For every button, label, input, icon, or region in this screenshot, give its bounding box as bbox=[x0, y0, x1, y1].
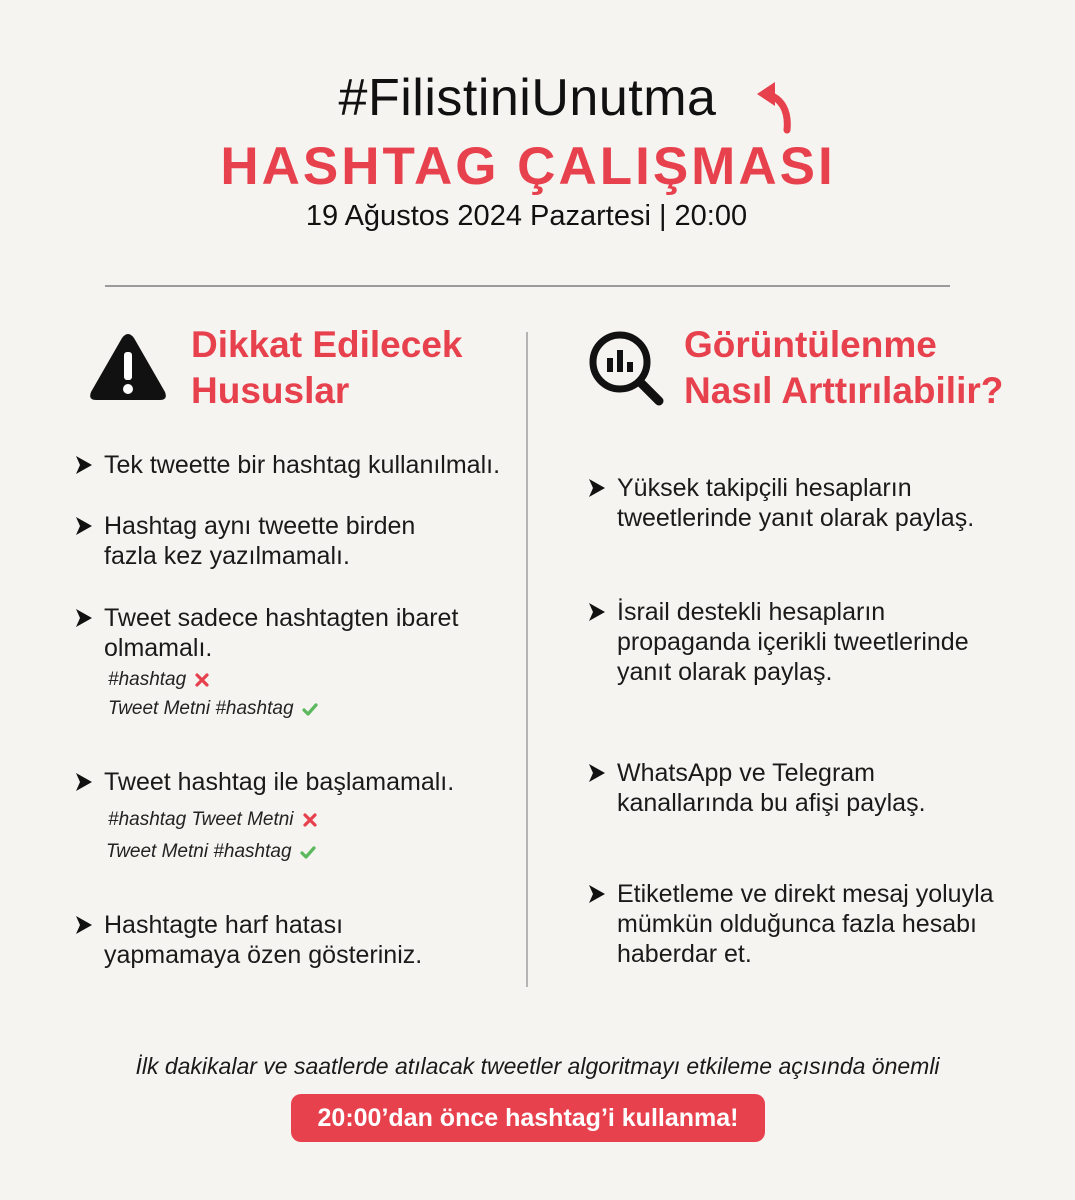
example-text: Tweet Metni #hashtag bbox=[108, 698, 294, 719]
left-list-item bbox=[76, 603, 458, 663]
bullet-arrow-icon bbox=[589, 764, 605, 782]
event-date: 19 Ağustos 2024 Pazartesi | 20:00 bbox=[305, 200, 748, 232]
left-list-item bbox=[76, 910, 422, 970]
item-text bbox=[104, 511, 415, 571]
item-line: tweetlerinde yanıt olarak paylaş. bbox=[617, 504, 975, 532]
item-line: Hashtag aynı tweette birden bbox=[104, 512, 416, 540]
left-list-item bbox=[76, 767, 454, 797]
cross-icon bbox=[302, 812, 318, 828]
left-list-item bbox=[76, 511, 415, 571]
item-line: olmamalı. bbox=[104, 634, 213, 662]
item-text bbox=[104, 910, 422, 970]
check-icon bbox=[302, 701, 318, 717]
item-line: Etiketleme ve direkt mesaj yoluyla bbox=[617, 880, 994, 908]
example-text: Tweet Metni #hashtag bbox=[106, 841, 292, 862]
item-text bbox=[617, 597, 969, 687]
item-text bbox=[617, 879, 994, 969]
hashtag-title: #FilistiniUnutma bbox=[338, 69, 717, 127]
bullet-arrow-icon bbox=[589, 885, 605, 903]
item-line: yapmamaya özen gösteriniz. bbox=[104, 941, 423, 969]
example-valid bbox=[106, 841, 316, 863]
left-heading-line-2: Hususlar bbox=[191, 370, 350, 411]
item-line: yanıt olarak paylaş. bbox=[617, 658, 833, 686]
example-invalid bbox=[108, 809, 318, 831]
item-line: Yüksek takipçili hesapların bbox=[617, 474, 912, 502]
item-line: Tweet sadece hashtagten ibaret bbox=[104, 604, 459, 632]
left-heading-line-1: Dikkat Edilecek bbox=[191, 324, 463, 365]
right-list-item bbox=[589, 758, 926, 818]
cross-icon bbox=[194, 672, 210, 688]
item-line: WhatsApp ve Telegram bbox=[617, 759, 875, 787]
item-line: propaganda içerikli tweetlerinde bbox=[617, 628, 969, 656]
example-text: #hashtag Tweet Metni bbox=[108, 809, 294, 830]
item-line: kanallarında bu afişi paylaş. bbox=[617, 789, 926, 817]
item-line: mümkün olduğunca fazla hesabı bbox=[617, 910, 977, 938]
bullet-arrow-icon bbox=[76, 517, 92, 535]
example-valid bbox=[108, 698, 318, 720]
check-icon bbox=[300, 844, 316, 860]
right-heading-line-2: Nasıl Arttırılabilir? bbox=[684, 370, 1004, 411]
campaign-title: HASHTAG ÇALIŞMASI bbox=[220, 137, 836, 196]
item-text bbox=[617, 758, 926, 818]
item-line: haberdar et. bbox=[617, 940, 752, 968]
item-line: Tweet hashtag ile başlamamalı. bbox=[104, 768, 455, 796]
example-text: #hashtag bbox=[108, 669, 187, 690]
bullet-arrow-icon bbox=[76, 916, 92, 934]
item-line: fazla kez yazılmamalı. bbox=[104, 542, 350, 570]
column-divider bbox=[526, 332, 528, 987]
left-list-item bbox=[76, 450, 500, 480]
example-invalid bbox=[108, 669, 210, 691]
item-line: Hashtagte harf hatası bbox=[104, 911, 344, 939]
bullet-arrow-icon bbox=[589, 479, 605, 497]
item-text bbox=[104, 450, 500, 480]
right-list-item bbox=[589, 879, 994, 969]
bullet-arrow-icon bbox=[76, 609, 92, 627]
item-text bbox=[104, 603, 458, 663]
item-text bbox=[104, 767, 454, 797]
right-list-item bbox=[589, 597, 969, 687]
item-line: Tek tweette bir hashtag kullanılmalı. bbox=[104, 451, 501, 479]
bullet-arrow-icon bbox=[76, 456, 92, 474]
bullet-arrow-icon bbox=[76, 773, 92, 791]
item-line: İsrail destekli hesapların bbox=[617, 598, 886, 626]
warning-icon bbox=[88, 332, 168, 404]
left-section-heading bbox=[191, 322, 462, 414]
top-divider bbox=[105, 285, 950, 287]
chart-search-icon bbox=[586, 328, 666, 408]
curved-arrow-icon bbox=[755, 80, 797, 136]
cta-badge: 20:00’dan önce hashtag’i kullanma! bbox=[291, 1094, 765, 1142]
item-text bbox=[617, 473, 974, 533]
right-heading-line-1: Görüntülenme bbox=[684, 324, 937, 365]
footer-note: İlk dakikalar ve saatlerde atılacak tweetler algoritmayı etkileme açısında önemli bbox=[135, 1053, 940, 1079]
right-section-heading bbox=[684, 322, 1003, 414]
right-list-item bbox=[589, 473, 974, 533]
bullet-arrow-icon bbox=[589, 603, 605, 621]
